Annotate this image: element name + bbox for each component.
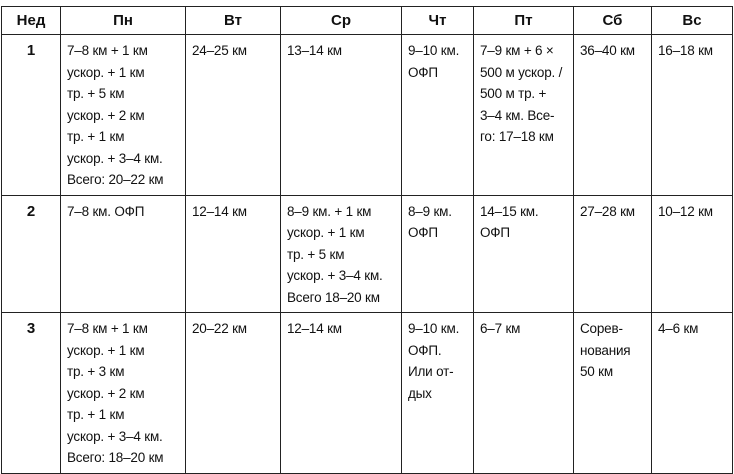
cell-text-line: 12–14 км	[192, 203, 247, 219]
cell-text-line: Всего: 18–20 км	[67, 450, 164, 465]
cell-mon	[61, 195, 186, 313]
cell-text-line: ускор. + 1 км	[67, 342, 145, 358]
cell-text-line: 4–6 км	[658, 321, 699, 336]
cell-fri	[474, 195, 574, 313]
cell-text-line: тр. + 1 км	[67, 129, 125, 144]
cell-text-line: 3–4 км. Все-	[480, 107, 555, 123]
cell-text-line: 7–8 км. ОФП	[67, 203, 145, 219]
cell-text-line: Сорев-	[580, 321, 623, 336]
table-row	[2, 195, 733, 313]
cell-text-line: ускор. + 3–4 км.	[287, 268, 383, 283]
cell-text-line: 9–10 км.	[408, 43, 460, 58]
header-mon: Пн	[61, 7, 186, 35]
header-thu: Чт	[402, 7, 474, 35]
cell-text-line: 7–8 км + 1 км	[67, 321, 148, 336]
cell-sat	[574, 313, 652, 474]
header-week: Нед	[2, 7, 61, 35]
cell-text-line: ОФП	[408, 64, 438, 80]
cell-thu	[402, 35, 474, 196]
cell-sun	[652, 35, 733, 196]
cell-text-line: 20–22 км	[192, 321, 247, 336]
cell-text-line: дых	[408, 385, 432, 401]
cell-text-line: 7–9 км + 6 ×	[480, 43, 554, 58]
header-tue: Вт	[186, 7, 281, 35]
cell-tue	[186, 195, 281, 313]
cell-text-line: 8–9 км. + 1 км	[287, 203, 372, 219]
cell-text-line: 27–28 км	[580, 203, 635, 219]
cell-mon	[61, 35, 186, 196]
cell-sun	[652, 313, 733, 474]
cell-text-line: 16–18 км	[658, 43, 713, 58]
cell-text-line: 8–9 км.	[408, 203, 452, 219]
cell-text-line: Всего 18–20 км	[287, 289, 380, 305]
header-wed: Ср	[281, 7, 402, 35]
cell-wed	[281, 35, 402, 196]
week-number: 2	[2, 195, 61, 313]
cell-tue	[186, 35, 281, 196]
cell-text-line: ускор. + 1 км	[287, 225, 365, 240]
cell-text-line: тр. + 5 км	[287, 246, 345, 262]
cell-mon	[61, 313, 186, 474]
table-row	[2, 35, 733, 196]
cell-text-line: 13–14 км	[287, 43, 342, 58]
cell-text-line: 6–7 км	[480, 321, 521, 336]
week-number: 3	[2, 313, 61, 474]
cell-thu	[402, 313, 474, 474]
cell-text-line: 500 м ускор. /	[480, 64, 563, 80]
cell-wed	[281, 195, 402, 313]
cell-text-line: нования	[580, 342, 631, 358]
cell-text-line: Или от-	[408, 364, 454, 379]
cell-sun	[652, 195, 733, 313]
cell-text-line: ОФП.	[408, 342, 442, 358]
header-sun: Вс	[652, 7, 733, 35]
header-sat: Сб	[574, 7, 652, 35]
cell-text-line: ускор. + 3–4 км.	[67, 428, 163, 444]
cell-text-line: ускор. + 2 км	[67, 385, 145, 401]
cell-sat	[574, 195, 652, 313]
table-row	[2, 313, 733, 474]
cell-text-line: ускор. + 1 км	[67, 64, 145, 80]
cell-text-line: тр. + 1 км	[67, 407, 125, 422]
cell-text-line: ОФП	[480, 225, 510, 240]
cell-text-line: 12–14 км	[287, 321, 342, 336]
cell-text-line: 14–15 км.	[480, 203, 539, 219]
cell-text-line: ОФП	[408, 225, 438, 240]
cell-text-line: Всего: 20–22 км	[67, 172, 164, 187]
cell-text-line: ускор. + 3–4 км.	[67, 150, 163, 166]
cell-wed	[281, 313, 402, 474]
cell-text-line: 50 км	[580, 364, 613, 379]
training-table	[1, 6, 733, 474]
cell-tue	[186, 313, 281, 474]
cell-text-line: ускор. + 2 км	[67, 107, 145, 123]
cell-text-line: 500 м тр. +	[480, 86, 547, 101]
cell-fri	[474, 35, 574, 196]
cell-text-line: го: 17–18 км	[480, 129, 554, 144]
header-fri: Пт	[474, 7, 574, 35]
cell-text-line: тр. + 3 км	[67, 364, 125, 379]
week-number: 1	[2, 35, 61, 196]
cell-text-line: 7–8 км + 1 км	[67, 43, 148, 58]
cell-thu	[402, 195, 474, 313]
cell-text-line: тр. + 5 км	[67, 86, 125, 101]
cell-text-line: 24–25 км	[192, 43, 247, 58]
cell-sat	[574, 35, 652, 196]
cell-fri	[474, 313, 574, 474]
header-row	[2, 7, 733, 35]
cell-text-line: 36–40 км	[580, 43, 635, 58]
cell-text-line: 10–12 км	[658, 203, 713, 219]
cell-text-line: 9–10 км.	[408, 321, 460, 336]
